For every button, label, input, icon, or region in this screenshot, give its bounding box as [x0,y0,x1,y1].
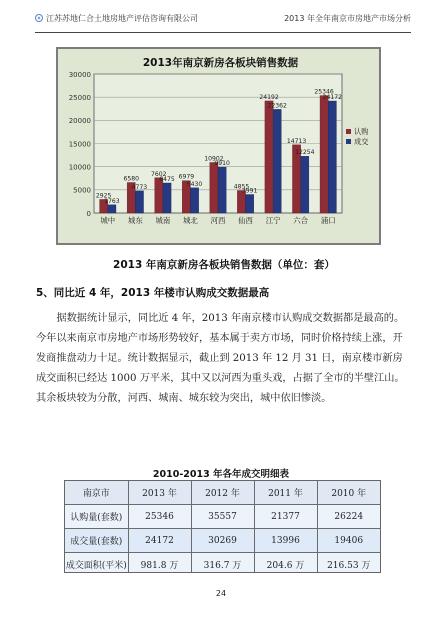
x-tick-label: 仙西 [238,216,253,225]
transaction-bar [218,167,226,213]
y-tick-label: 15000 [68,140,91,149]
data-label: 10902 [204,155,224,163]
table-cell: 21377 [254,505,317,529]
table-cell: 35557 [191,505,254,529]
sales-bar-chart [58,49,381,245]
data-label: 22362 [267,102,287,110]
transaction-bar [135,191,143,213]
x-tick-label: 河西 [210,216,226,225]
data-label: 14713 [286,137,307,145]
table-row [65,529,380,553]
table-cell: 316.7 万 [191,553,254,574]
data-label: 5430 [186,180,203,188]
x-tick-label: 江宁 [265,216,281,225]
table-cell: 成交面积(平米) [65,553,128,574]
page-header [35,12,411,33]
table-cell: 13996 [254,529,317,553]
table-cell: 25346 [128,505,191,529]
data-label: 6979 [178,173,195,181]
y-tick-label: 30000 [68,70,91,79]
table-title: 2010-2013 年各年成交明细表 [152,469,290,480]
company-name: 江苏苏地仁合土地房地产评估咨询有限公司 [46,14,198,23]
transaction-bar [163,183,171,213]
subscription-bar [320,96,328,213]
table-cell: 19406 [317,529,380,553]
table-cell: 认购量(套数) [65,505,128,529]
company-logo-icon [35,14,43,22]
data-label: 24172 [322,94,343,102]
transaction-bar [108,205,116,213]
y-tick-label: 25000 [68,93,91,102]
section-heading: 5、同比近 4 年，2013 年楼市认购成交数据最高 [36,287,270,299]
data-label: 9910 [214,160,230,168]
y-tick-label: 5000 [73,186,91,195]
table-cell: 216.53 万 [317,553,380,574]
transaction-bar [328,101,336,213]
data-label: 3991 [241,187,258,195]
legend-swatch-subscription [346,129,351,134]
transaction-bar [273,109,281,213]
data-label: 2925 [95,192,112,200]
table-row [65,553,380,574]
x-tick-label: 六合 [293,216,309,225]
page-number: 24 [215,589,227,598]
table-header-cell: 南京市 [65,481,128,505]
data-label: 4855 [233,183,250,191]
data-label: 6475 [159,175,175,183]
x-tick-label: 城南 [155,216,171,225]
subscription-bar [155,178,163,213]
y-tick-label: 20000 [68,117,91,126]
chart-caption: 2013 年南京新房各板块销售数据（单位：套） [113,259,335,271]
table-header-cell: 2010 年 [317,481,380,505]
table-cell: 30269 [191,529,254,553]
table-cell: 24172 [128,529,191,553]
data-label: 12254 [295,149,315,157]
x-tick-label: 城东 [127,216,143,225]
transaction-bar [246,195,254,213]
transaction-bar [190,188,198,213]
table-cell: 204.6 万 [254,553,317,574]
legend-label: 认购 [354,127,369,136]
data-label: 25346 [314,88,334,96]
transactions-table [65,481,380,573]
table-row [65,505,380,529]
data-label: 4773 [131,183,148,191]
legend-swatch-transaction [346,139,351,144]
data-label: 6580 [123,175,139,183]
sales-chart-frame [56,47,381,245]
table-header-cell: 2013 年 [128,481,191,505]
legend-label: 成交 [354,137,369,146]
subscription-bar [210,162,218,213]
data-label: 1763 [104,197,120,205]
y-tick-label: 10000 [68,163,91,172]
y-tick-label: 0 [86,209,91,218]
x-tick-label: 浦口 [320,216,336,225]
data-label: 7602 [151,170,167,178]
table-cell: 成交量(套数) [65,529,128,553]
data-label: 24192 [259,93,279,101]
subscription-bar [265,101,273,213]
x-tick-label: 城北 [183,216,198,225]
table-header-cell: 2012 年 [191,481,254,505]
analysis-paragraph: 据数据统计显示，同比近 4 年，2013 年南京楼市认购成交数据都是最高的。今年以来南京市房地产市场形势较好，基本属于卖方市场，同时价格持续上涨，开发商推盘动力十足。统计数据显示，截止到 2013 年 12 月 31 日，南京楼市新房成交面积已经达 1000 万平米，其中又以河西为重头戏，占据了全市的半壁江山。其余板块较为分散，河西、城南、城东较为突出，城中依旧惨淡。 [36,313,405,404]
table-header-cell: 2011 年 [254,481,317,505]
report-title: 2013 年全年南京市房地产市场分析 [284,14,411,23]
chart-title: 2013年南京新房各板块销售数据 [142,57,299,69]
table-header-row [65,481,380,505]
table-cell: 981.8 万 [128,553,191,574]
transaction-bar [301,156,309,213]
x-tick-label: 城中 [100,216,116,225]
annual-transactions-table [64,480,381,573]
table-cell: 26224 [317,505,380,529]
